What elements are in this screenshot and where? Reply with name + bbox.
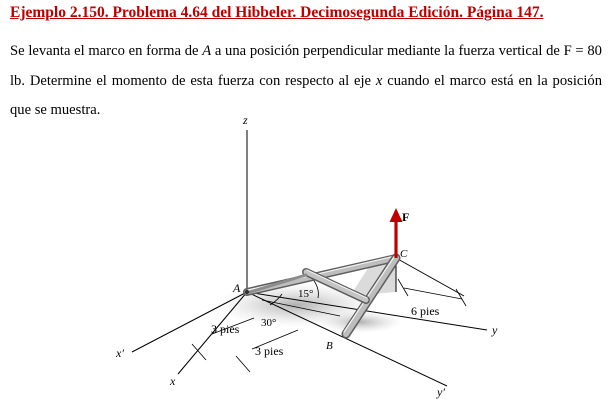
variable-x: x [375, 72, 383, 89]
pin-A [245, 290, 249, 294]
dimension-tick-3pies-2 [236, 356, 250, 372]
page-title: Ejemplo 2.150. Problema 4.64 del Hibbeler. Decimosegunda Edición. Página 147. [10, 4, 544, 21]
point-label-B: B [326, 340, 333, 352]
dimension-label-6pies: 6 pies [411, 304, 440, 318]
axis-label-y: y [492, 323, 498, 337]
angle-label-30: 30° [261, 317, 277, 329]
dimension-tick-3pies [192, 344, 206, 360]
dimension-tick-6pies-b [456, 289, 466, 306]
axis-label-x: x [170, 374, 176, 388]
axis-label-z: z [243, 113, 248, 127]
vertical-plane-top [396, 258, 464, 296]
axis-label-x-prime: x′ [116, 346, 124, 360]
force-arrowhead [390, 208, 403, 222]
variable-A: A [202, 43, 212, 59]
force-label: F [402, 210, 410, 224]
axis-label-y-prime: y′ [437, 385, 445, 399]
point-label-C: C [400, 248, 408, 260]
problem-text-2: a una posición perpendicular mediante la fuerza vertical de F = 80 lb. Determine el momento de esta fuerza con respecto al eje [10, 43, 602, 89]
angle-label-15: 15° [298, 288, 314, 300]
dimension-label-3pies-2: 3 pies [255, 344, 284, 358]
point-label-A: A [233, 281, 241, 295]
problem-text-1: Se levanta el marco en forma de [10, 43, 203, 59]
dimension-tick-6pies-a [398, 279, 408, 296]
problem-text-3: cuando el marco está en la posición que se muestra. [10, 72, 603, 118]
dimension-label-3pies-1: 3 pies [211, 322, 240, 336]
